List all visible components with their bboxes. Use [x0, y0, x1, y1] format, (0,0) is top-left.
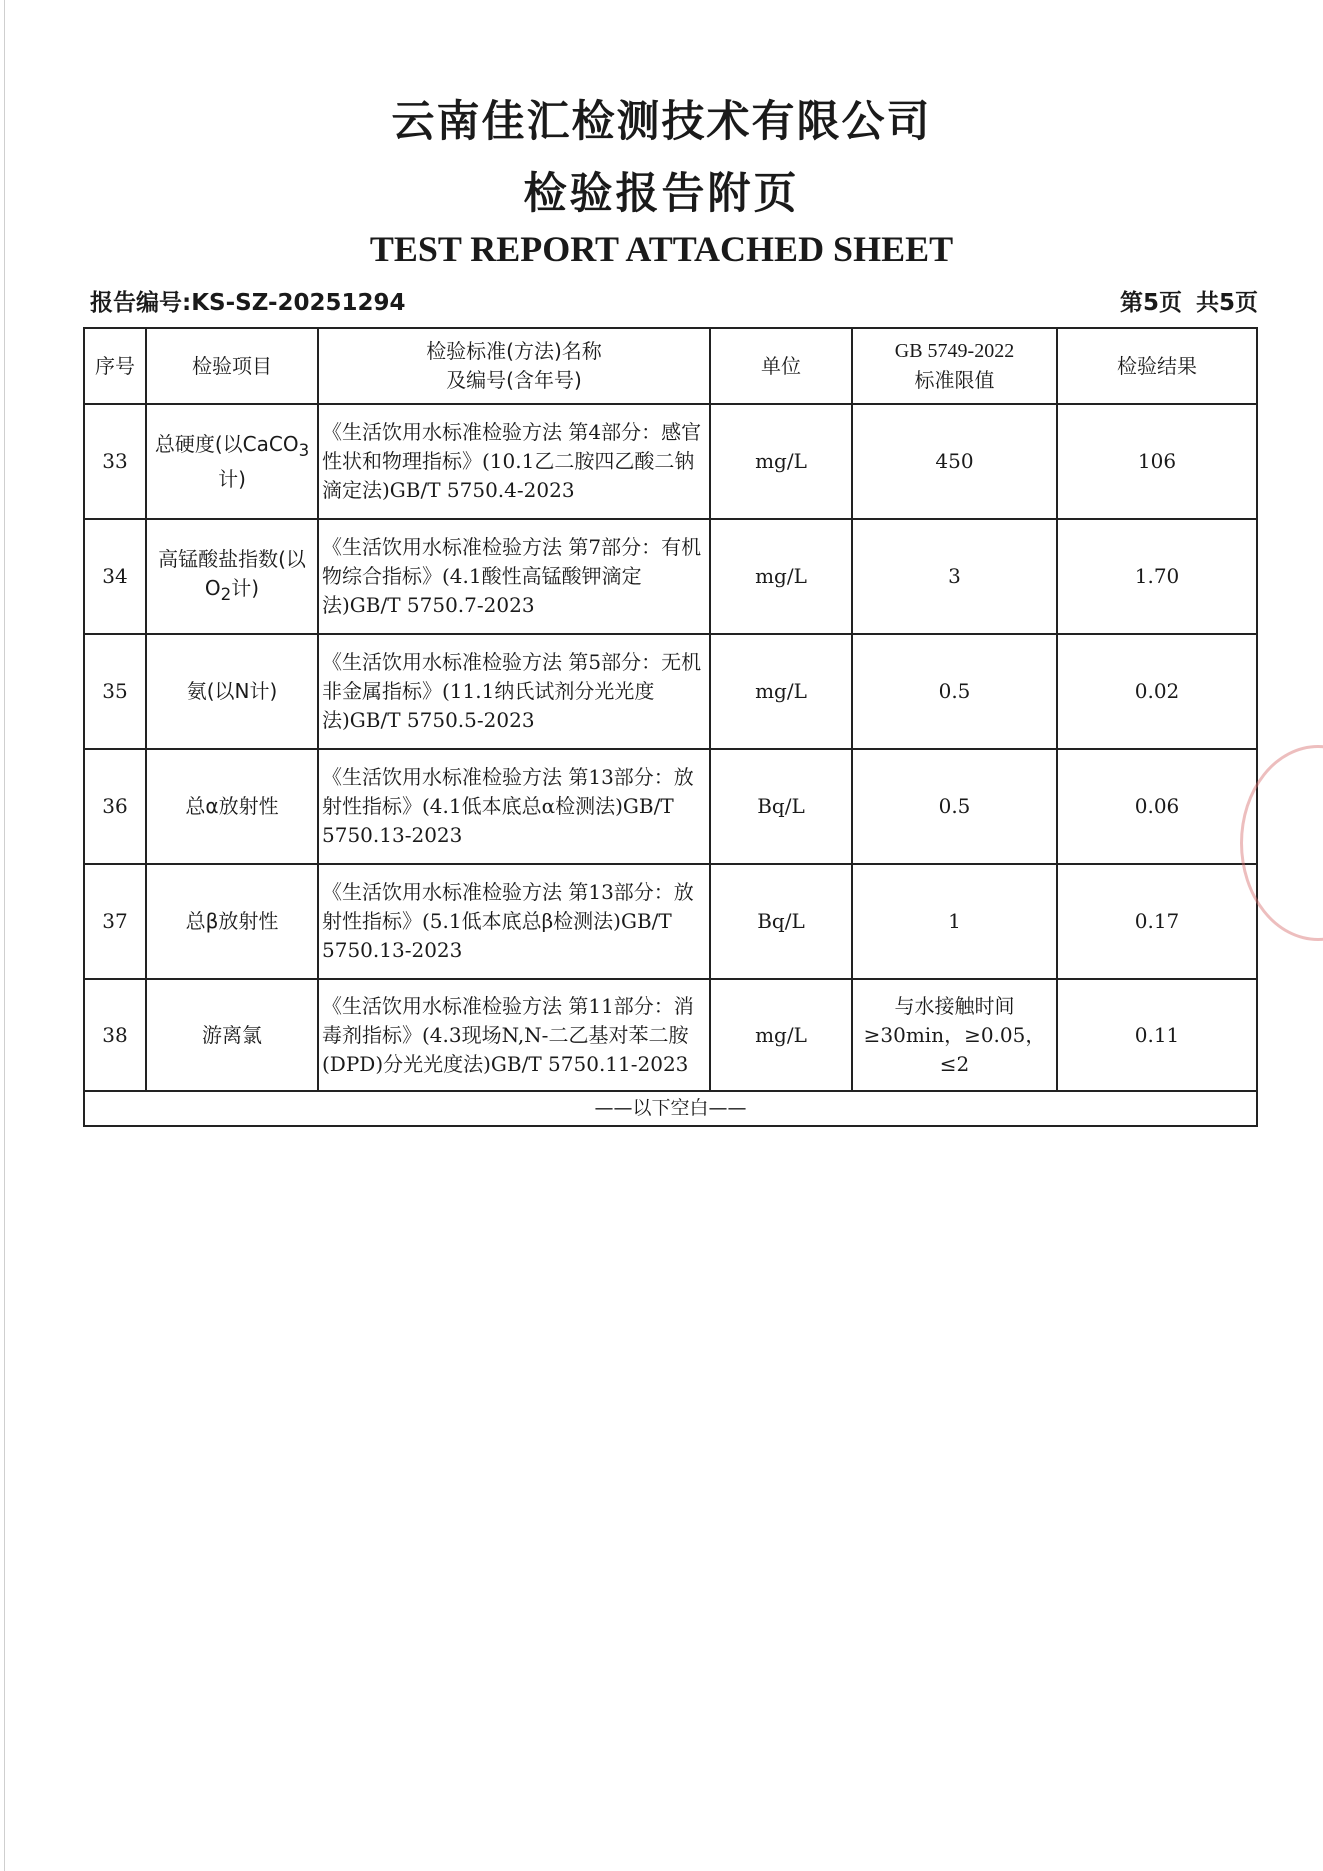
cell-standard: 《生活饮用水标准检验方法 第7部分：有机物综合指标》(4.1酸性高锰酸钾滴定法)GB/T 5750.7-2023	[318, 519, 710, 634]
cell-seq: 34	[84, 519, 146, 634]
cell-unit: mg/L	[710, 404, 852, 519]
cell-item	[146, 404, 318, 519]
scan-edge-line	[4, 0, 5, 1871]
report-number: 报告编号:KS-SZ-20251294	[90, 290, 406, 316]
cell-seq: 38	[84, 979, 146, 1091]
cell-limit: 450	[852, 404, 1057, 519]
cell-item	[146, 519, 318, 634]
company-title: 云南佳汇检测技术有限公司	[391, 97, 932, 147]
cell-item-line1: 总硬度(以CaCO$_3$	[154, 431, 310, 460]
cell-seq: 33	[84, 404, 146, 519]
cell-unit: mg/L	[710, 634, 852, 749]
cell-result: 0.06	[1057, 749, 1257, 864]
cell-limit: 3	[852, 519, 1057, 634]
header-item: 检验项目	[146, 328, 318, 404]
cell-limit: 0.5	[852, 749, 1057, 864]
table-header-row	[84, 328, 1257, 404]
subscript: 2	[220, 584, 232, 604]
cell-standard: 《生活饮用水标准检验方法 第4部分：感官性状和物理指标》(10.1乙二胺四乙酸二钠滴定法)GB/T 5750.4-2023	[318, 404, 710, 519]
cell-unit: mg/L	[710, 979, 852, 1091]
header-standard-line1: 检验标准(方法)名称	[426, 339, 602, 363]
cell-limit: 与水接触时间≥30min，≥0.05，≤2	[852, 979, 1057, 1091]
cell-limit: 1	[852, 864, 1057, 979]
table-row	[84, 519, 1257, 634]
total-pages-label: 共5页	[1195, 290, 1258, 316]
header-limit	[852, 328, 1057, 404]
report-title: 检验报告附页	[523, 169, 800, 219]
table-row	[84, 864, 1257, 979]
cell-item-line2: 计)	[218, 466, 246, 491]
page-indicator	[1120, 284, 1258, 317]
cell-unit: mg/L	[710, 519, 852, 634]
cell-unit: Bq/L	[710, 864, 852, 979]
results-table	[83, 327, 1258, 1127]
header-limit-line1: GB 5749-2022	[894, 340, 1015, 362]
report-title-en: TEST REPORT ATTACHED SHEET	[369, 229, 954, 269]
cell-item: 氨(以N计)	[146, 634, 318, 749]
cell-unit: Bq/L	[710, 749, 852, 864]
table-footer-row	[84, 1091, 1257, 1126]
table-row	[84, 404, 1257, 519]
cell-standard: 《生活饮用水标准检验方法 第11部分：消毒剂指标》(4.3现场N,N-二乙基对苯二胺(DPD)分光光度法)GB/T 5750.11-2023	[318, 979, 710, 1091]
cell-item-line2: $O_2$计)	[204, 575, 260, 604]
cell-result: 0.02	[1057, 634, 1257, 749]
page-label: 第5页	[1119, 290, 1182, 316]
cell-seq: 37	[84, 864, 146, 979]
table-row	[84, 979, 1257, 1091]
header-limit-line2: 标准限值	[914, 368, 995, 392]
cell-limit: 0.5	[852, 634, 1057, 749]
cell-item: 总α放射性	[146, 749, 318, 864]
header-seq: 序号	[84, 328, 146, 404]
cell-item-line1: 高锰酸盐指数(以	[158, 546, 306, 571]
subscript: 3	[298, 440, 310, 460]
cell-result: 0.11	[1057, 979, 1257, 1091]
table-row	[84, 749, 1257, 864]
cell-result: 1.70	[1057, 519, 1257, 634]
table-row	[84, 634, 1257, 749]
blank-below-note: ——以下空白——	[84, 1091, 1257, 1126]
cell-result: 106	[1057, 404, 1257, 519]
header-unit: 单位	[710, 328, 852, 404]
header-result: 检验结果	[1057, 328, 1257, 404]
cell-standard: 《生活饮用水标准检验方法 第5部分：无机非金属指标》(11.1纳氏试剂分光光度法)GB/T 5750.5-2023	[318, 634, 710, 749]
header-standard	[318, 328, 710, 404]
cell-standard: 《生活饮用水标准检验方法 第13部分：放射性指标》(4.1低本底总α检测法)GB/T 5750.13-2023	[318, 749, 710, 864]
cell-seq: 35	[84, 634, 146, 749]
header-standard-line2: 及编号(含年号)	[446, 368, 582, 392]
cell-result: 0.17	[1057, 864, 1257, 979]
cell-standard: 《生活饮用水标准检验方法 第13部分：放射性指标》(5.1低本底总β检测法)GB/T 5750.13-2023	[318, 864, 710, 979]
cell-seq: 36	[84, 749, 146, 864]
cell-item: 游离氯	[146, 979, 318, 1091]
cell-item: 总β放射性	[146, 864, 318, 979]
